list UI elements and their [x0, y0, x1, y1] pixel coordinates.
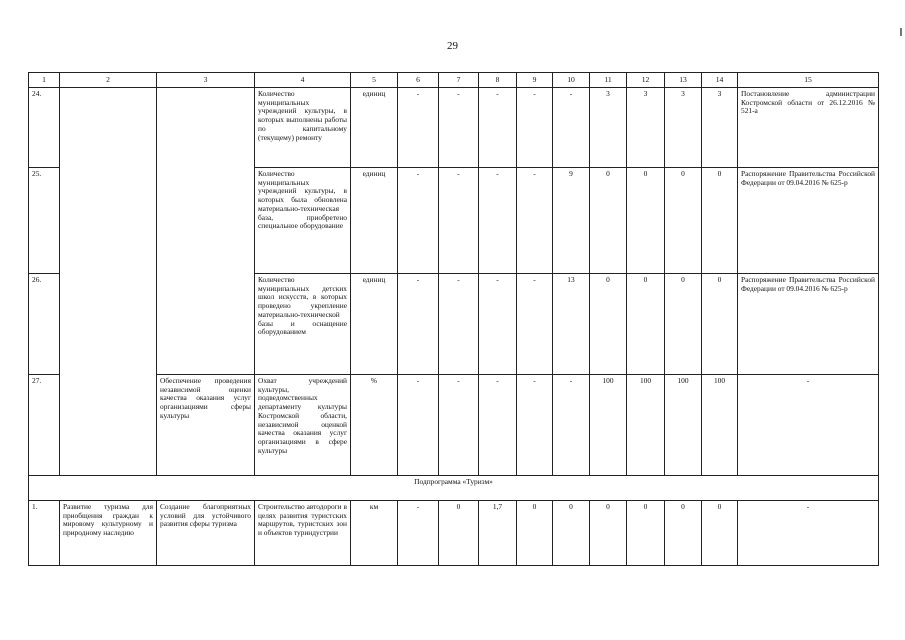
- header-cell: 9: [517, 73, 553, 88]
- subprogram-row: [29, 476, 879, 501]
- value-cell: -: [517, 88, 553, 168]
- source-cell: -: [738, 375, 879, 476]
- header-row: [29, 73, 879, 88]
- indicator-name: Количество муниципальных детских школ искусств, в которых проведено укрепление материально-технической базы и оснащение оборудованием: [255, 274, 351, 375]
- value-cell: -: [479, 274, 517, 375]
- value-cell: 1,7: [479, 501, 517, 566]
- value-cell: 3: [627, 88, 665, 168]
- value-cell: 0: [627, 274, 665, 375]
- row-number: 26.: [29, 274, 60, 375]
- goal-cell: Развитие туризма для приобщения граждан к мировому культурному и природному наследию: [60, 501, 157, 566]
- subprogram-title: Подпрограмма «Туризм»: [29, 476, 879, 501]
- header-cell: 1: [29, 73, 60, 88]
- table-row: [29, 88, 879, 168]
- unit-cell: единиц: [351, 168, 398, 274]
- value-cell: -: [517, 274, 553, 375]
- value-cell: -: [439, 168, 479, 274]
- value-cell: 0: [590, 501, 627, 566]
- task-cell: Обеспечение проведения независимой оценки качества оказания услуг организациями сферы культуры: [157, 375, 255, 476]
- value-cell: 100: [590, 375, 627, 476]
- value-cell: 0: [439, 501, 479, 566]
- table-row: [29, 375, 879, 476]
- source-cell: Распоряжение Правительства Российской Федерации от 09.04.2016 № 625-р: [738, 274, 879, 375]
- unit-cell: км: [351, 501, 398, 566]
- unit-cell: %: [351, 375, 398, 476]
- value-cell: -: [439, 375, 479, 476]
- value-cell: 100: [702, 375, 738, 476]
- value-cell: -: [553, 88, 590, 168]
- scan-edge-mark: [900, 28, 902, 36]
- value-cell: 0: [627, 168, 665, 274]
- header-cell: 8: [479, 73, 517, 88]
- header-cell: 13: [665, 73, 702, 88]
- value-cell: 0: [553, 501, 590, 566]
- indicator-name: Строительство автодороги в целях развития туристских маршрутов, туристских зон и объектов туриндустрии: [255, 501, 351, 566]
- unit-cell: единиц: [351, 88, 398, 168]
- value-cell: 0: [590, 168, 627, 274]
- value-cell: -: [398, 501, 439, 566]
- header-cell: 5: [351, 73, 398, 88]
- source-cell: Постановление администрации Костромской области от 26.12.2016 № 521-а: [738, 88, 879, 168]
- value-cell: 0: [517, 501, 553, 566]
- header-cell: 11: [590, 73, 627, 88]
- value-cell: 0: [590, 274, 627, 375]
- value-cell: 100: [665, 375, 702, 476]
- value-cell: 3: [590, 88, 627, 168]
- header-cell: 14: [702, 73, 738, 88]
- indicators-table: [28, 72, 879, 566]
- merged-task-cell: [157, 88, 255, 375]
- value-cell: 0: [665, 501, 702, 566]
- page-number: 29: [447, 40, 458, 52]
- value-cell: -: [517, 168, 553, 274]
- value-cell: -: [439, 274, 479, 375]
- value-cell: -: [398, 88, 439, 168]
- value-cell: 0: [665, 168, 702, 274]
- value-cell: 100: [627, 375, 665, 476]
- value-cell: 0: [702, 168, 738, 274]
- header-cell: 15: [738, 73, 879, 88]
- value-cell: 0: [627, 501, 665, 566]
- unit-cell: единиц: [351, 274, 398, 375]
- value-cell: 0: [665, 274, 702, 375]
- value-cell: -: [439, 88, 479, 168]
- header-cell: 6: [398, 73, 439, 88]
- value-cell: -: [517, 375, 553, 476]
- source-cell: Распоряжение Правительства Российской Федерации от 09.04.2016 № 625-р: [738, 168, 879, 274]
- task-cell: Создание благоприятных условий для устойчивого развития сферы туризма: [157, 501, 255, 566]
- value-cell: 0: [702, 274, 738, 375]
- value-cell: -: [398, 375, 439, 476]
- header-cell: 2: [60, 73, 157, 88]
- header-cell: 12: [627, 73, 665, 88]
- value-cell: 9: [553, 168, 590, 274]
- indicator-name: Количество муниципальных учреждений культуры, в которых выполнены работы по капитальному (текущему) ремонту: [255, 88, 351, 168]
- value-cell: -: [479, 375, 517, 476]
- header-cell: 7: [439, 73, 479, 88]
- indicator-name: Количество муниципальных учреждений культуры, в которых была обновлена материально-техническая база, приобретено специальное оборудование: [255, 168, 351, 274]
- table-row: [29, 501, 879, 566]
- row-number: 25.: [29, 168, 60, 274]
- merged-goal-cell: [60, 88, 157, 476]
- header-cell: 3: [157, 73, 255, 88]
- value-cell: 3: [665, 88, 702, 168]
- value-cell: -: [479, 168, 517, 274]
- value-cell: -: [398, 168, 439, 274]
- header-cell: 4: [255, 73, 351, 88]
- value-cell: 0: [702, 501, 738, 566]
- row-number: 27.: [29, 375, 60, 476]
- value-cell: -: [398, 274, 439, 375]
- source-cell: -: [738, 501, 879, 566]
- value-cell: -: [479, 88, 517, 168]
- value-cell: -: [553, 375, 590, 476]
- row-number: 1.: [29, 501, 60, 566]
- row-number: 24.: [29, 88, 60, 168]
- header-cell: 10: [553, 73, 590, 88]
- value-cell: 3: [702, 88, 738, 168]
- value-cell: 13: [553, 274, 590, 375]
- indicator-name: Охват учреждений культуры, подведомственных департаменту культуры Костромской области, независимой оценкой качества оказания услуг организациями в сфере культуры: [255, 375, 351, 476]
